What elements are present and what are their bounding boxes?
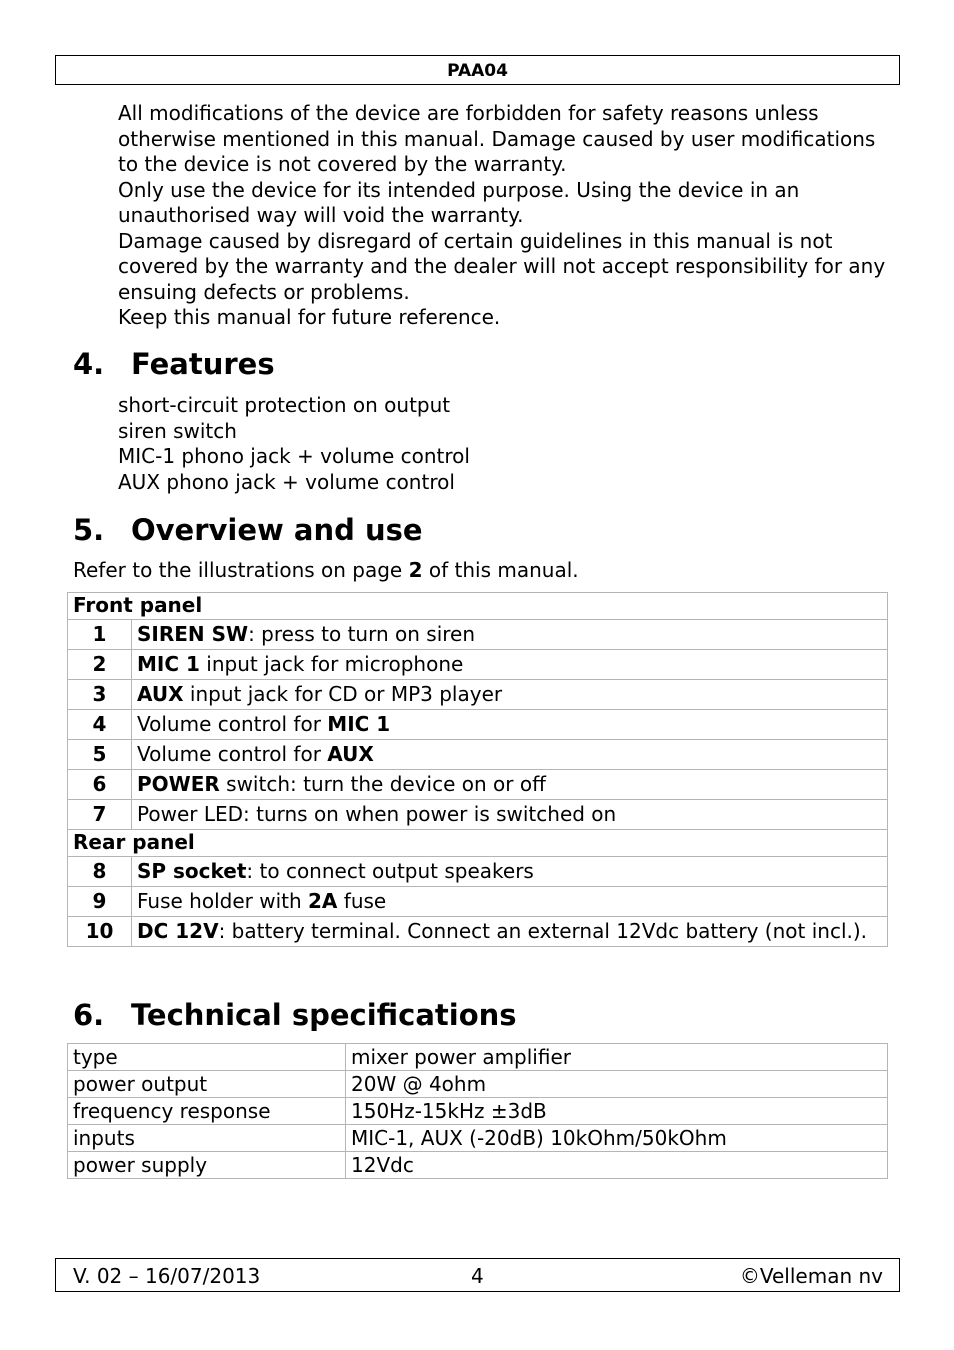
table-row: 9 Fuse holder with 2A fuse [68, 887, 888, 917]
page-footer [55, 1258, 900, 1292]
section-number: 6. [73, 998, 105, 1032]
intro-text [118, 101, 898, 331]
table-row [68, 1152, 888, 1179]
section-title: Features [131, 347, 275, 381]
spec-key: power output [68, 1071, 346, 1098]
page-header [55, 55, 900, 85]
section-heading-overview [73, 513, 423, 547]
intro-paragraph: Damage caused by disregard of certain guidelines in this manual is not covered by the warranty and the dealer will not accept responsibility for any ensuing defects or problems. [118, 228, 886, 304]
intro-paragraph: All modifications of the device are forbidden for safety reasons unless otherwise mentioned in this manual. Damage caused by user modifications to the device is not covered by the warranty. [118, 101, 876, 176]
table-row [68, 1044, 888, 1071]
refer-text: Refer to the illustrations on page 2 of this manual. [73, 558, 579, 582]
section-number: 4. [73, 347, 105, 381]
overview-table [67, 592, 888, 947]
spec-value: MIC-1, AUX (-20dB) 10kOhm/50kOhm [346, 1125, 888, 1152]
spec-value: 12Vdc [346, 1152, 888, 1179]
model-name: PAA04 [447, 61, 508, 81]
table-section-row [68, 830, 888, 857]
section-number: 5. [73, 513, 105, 547]
spec-value: mixer power amplifier [346, 1044, 888, 1071]
table-row: 3 AUX input jack for CD or MP3 player [68, 680, 888, 710]
intro-paragraph: Only use the device for its intended purpose. Using the device in an unauthorised way will void the warranty. [118, 177, 800, 227]
spec-key: power supply [68, 1152, 346, 1179]
section-title: Overview and use [131, 513, 423, 547]
copyright: ©Velleman nv [739, 1264, 883, 1288]
page-number: 4 [471, 1264, 484, 1288]
spec-key: frequency response [68, 1098, 346, 1125]
version-date: V. 02 – 16/07/2013 [73, 1264, 261, 1288]
features-list [118, 393, 470, 495]
table-row: 6 POWER switch: turn the device on or off [68, 770, 888, 800]
table-row: 4 Volume control for MIC 1 [68, 710, 888, 740]
rear-panel-label: Rear panel [68, 830, 888, 857]
section-heading-specs [73, 998, 517, 1032]
table-section-row [68, 593, 888, 620]
spec-value: 150Hz-15kHz ±3dB [346, 1098, 888, 1125]
specs-table [67, 1043, 888, 1179]
intro-paragraph: Keep this manual for future reference. [118, 305, 501, 329]
feature-item: AUX phono jack + volume control [118, 469, 455, 494]
feature-item: MIC-1 phono jack + volume control [118, 444, 470, 468]
table-row: 2 MIC 1 input jack for microphone [68, 650, 888, 680]
spec-key: inputs [68, 1125, 346, 1152]
table-row: 10 DC 12V: battery terminal. Connect an external 12Vdc battery (not incl.). [68, 917, 888, 947]
table-row: 1 SIREN SW: press to turn on siren [68, 620, 888, 650]
section-heading-features [73, 347, 275, 381]
spec-value: 20W @ 4ohm [346, 1071, 888, 1098]
table-row: 7 Power LED: turns on when power is switched on [68, 800, 888, 830]
section-title: Technical specifications [131, 998, 517, 1032]
table-row: 5 Volume control for AUX [68, 740, 888, 770]
page-reference: 2 [408, 558, 423, 582]
front-panel-label: Front panel [68, 593, 888, 620]
feature-item: siren switch [118, 418, 237, 443]
table-row: 8 SP socket: to connect output speakers [68, 857, 888, 887]
table-row [68, 1098, 888, 1125]
spec-key: type [68, 1044, 346, 1071]
table-row [68, 1125, 888, 1152]
feature-item: short-circuit protection on output [118, 393, 451, 417]
table-row [68, 1071, 888, 1098]
